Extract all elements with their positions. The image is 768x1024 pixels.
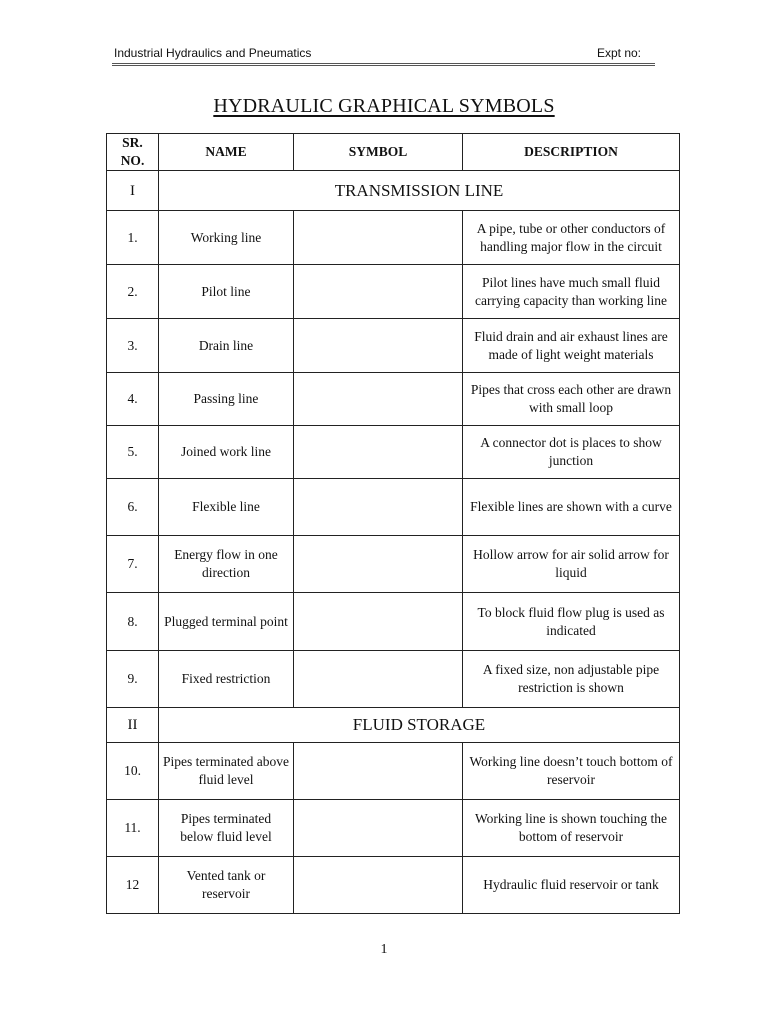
section-row-transmission-line xyxy=(107,171,680,211)
symbol-name: Pipes terminated below fluid level xyxy=(159,800,294,857)
row-number: 1. xyxy=(107,211,159,265)
column-header-symbol: SYMBOL xyxy=(294,134,463,171)
row-number: 6. xyxy=(107,479,159,536)
column-header-description: DESCRIPTION xyxy=(463,134,680,171)
table-row xyxy=(107,593,680,651)
row-number: 9. xyxy=(107,651,159,708)
section-title: FLUID STORAGE xyxy=(159,708,680,743)
symbol-name: Passing line xyxy=(159,373,294,426)
symbol-description: Pilot lines have much small fluid carrying capacity than working line xyxy=(463,265,680,319)
symbol-name: Pilot line xyxy=(159,265,294,319)
symbol-cell xyxy=(294,265,463,319)
row-number: 7. xyxy=(107,536,159,593)
page-header xyxy=(112,45,655,64)
table-row xyxy=(107,426,680,479)
symbol-description: Hydraulic fluid reservoir or tank xyxy=(463,857,680,914)
symbol-name: Joined work line xyxy=(159,426,294,479)
symbol-name: Working line xyxy=(159,211,294,265)
symbol-cell xyxy=(294,536,463,593)
experiment-number-label: Expt no: xyxy=(596,46,641,60)
table-row xyxy=(107,479,680,536)
symbol-description: A fixed size, non adjustable pipe restriction is shown xyxy=(463,651,680,708)
symbol-description: Working line is shown touching the bottom of reservoir xyxy=(463,800,680,857)
symbol-description: Flexible lines are shown with a curve xyxy=(463,479,680,536)
table-header-row xyxy=(107,134,680,171)
symbols-table xyxy=(106,133,680,914)
table-row xyxy=(107,651,680,708)
row-number: 12 xyxy=(107,857,159,914)
document-title xyxy=(0,94,768,118)
column-header-name: NAME xyxy=(159,134,294,171)
symbol-name: Vented tank or reservoir xyxy=(159,857,294,914)
table-row xyxy=(107,373,680,426)
section-title: TRANSMISSION LINE xyxy=(159,171,680,211)
table-row xyxy=(107,857,680,914)
symbol-description: A pipe, tube or other conductors of handling major flow in the circuit xyxy=(463,211,680,265)
section-number: I xyxy=(107,171,159,211)
symbol-cell xyxy=(294,743,463,800)
table-row xyxy=(107,743,680,800)
row-number: 10. xyxy=(107,743,159,800)
symbol-name: Pipes terminated above fluid level xyxy=(159,743,294,800)
symbol-cell xyxy=(294,651,463,708)
symbol-cell xyxy=(294,319,463,373)
symbol-cell xyxy=(294,800,463,857)
symbol-name: Flexible line xyxy=(159,479,294,536)
symbol-description: Working line doesn’t touch bottom of reservoir xyxy=(463,743,680,800)
row-number: 8. xyxy=(107,593,159,651)
row-number: 11. xyxy=(107,800,159,857)
symbol-cell xyxy=(294,479,463,536)
table-row xyxy=(107,800,680,857)
symbol-name: Drain line xyxy=(159,319,294,373)
course-name: Industrial Hydraulics and Pneumatics xyxy=(114,46,312,60)
table-row xyxy=(107,211,680,265)
row-number: 4. xyxy=(107,373,159,426)
row-number: 3. xyxy=(107,319,159,373)
symbol-name: Energy flow in one direction xyxy=(159,536,294,593)
symbol-description: To block fluid flow plug is used as indicated xyxy=(463,593,680,651)
symbol-description: Fluid drain and air exhaust lines are made of light weight materials xyxy=(463,319,680,373)
table-row xyxy=(107,319,680,373)
row-number: 2. xyxy=(107,265,159,319)
symbol-name: Fixed restriction xyxy=(159,651,294,708)
column-header-sr-no: SR. NO. xyxy=(107,134,159,171)
symbol-cell xyxy=(294,593,463,651)
section-row-fluid-storage xyxy=(107,708,680,743)
section-number: II xyxy=(107,708,159,743)
page-number: 1 xyxy=(380,942,388,957)
table-row xyxy=(107,265,680,319)
symbol-cell xyxy=(294,426,463,479)
document-title-text: HYDRAULIC GRAPHICAL SYMBOLS xyxy=(213,95,555,117)
symbol-cell xyxy=(294,857,463,914)
symbol-cell xyxy=(294,373,463,426)
row-number: 5. xyxy=(107,426,159,479)
symbol-description: A connector dot is places to show junction xyxy=(463,426,680,479)
symbol-description: Pipes that cross each other are drawn with small loop xyxy=(463,373,680,426)
symbol-description: Hollow arrow for air solid arrow for liquid xyxy=(463,536,680,593)
symbol-name: Plugged terminal point xyxy=(159,593,294,651)
table-row xyxy=(107,536,680,593)
symbol-cell xyxy=(294,211,463,265)
